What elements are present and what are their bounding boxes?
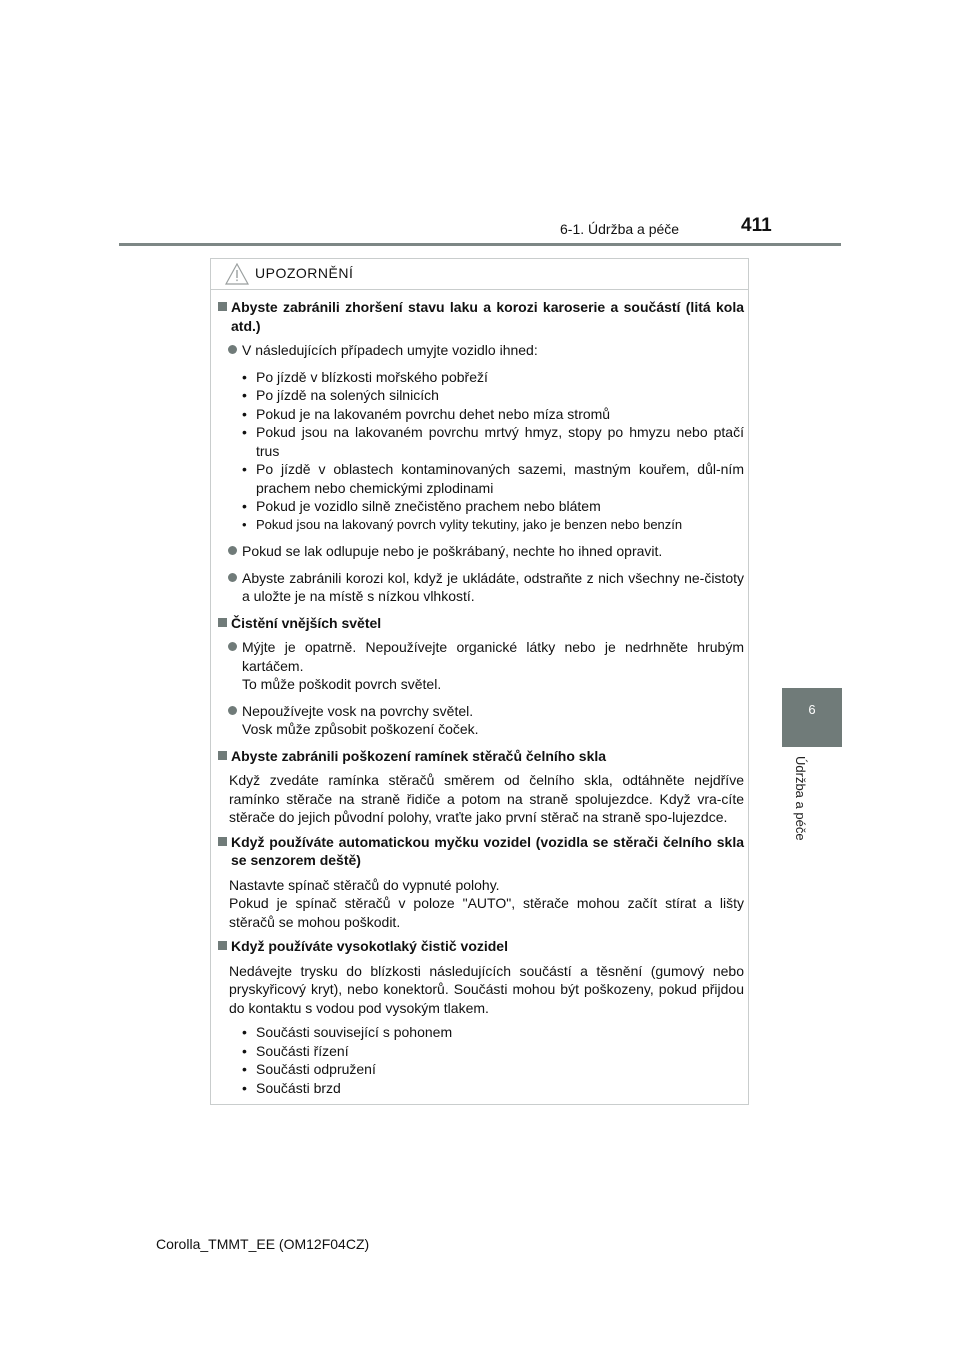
bullet-item xyxy=(218,341,744,360)
sub-list xyxy=(242,368,744,535)
chapter-tab-label: Údržba a péče xyxy=(793,756,808,841)
list-item: • Po jízdě v blízkosti mořského pobřeží xyxy=(242,368,744,387)
list-item: • Pokud jsou na lakovaném povrchu mrtvý hmyz, stopy po hmyzu nebo ptačí trus xyxy=(242,423,744,460)
list-item: • Pokud je vozidlo silně znečistěno prachem nebo blátem xyxy=(242,497,744,516)
list-item: • Po jízdě v oblastech kontaminovaných sazemi, mastným kouřem, důl-ním prachem nebo chemickými zplodinami xyxy=(242,460,744,497)
section-heading: Když používáte automatickou myčku vozidel (vozidla se stěrači čelního skla se senzorem deště) xyxy=(218,833,744,870)
bullet-text-continued: Vosk může způsobit poškození čoček. xyxy=(242,721,479,737)
bullet-dot-icon xyxy=(228,642,237,651)
section-heading: Abyste zabránili zhoršení stavu laku a korozi karoserie a součástí (litá kola atd.) xyxy=(218,298,744,335)
warning-triangle-icon xyxy=(225,263,249,285)
sub-list xyxy=(242,1023,744,1097)
bullet-text: V následujících případech umyjte vozidlo ihned: xyxy=(242,342,538,358)
bullet-dot-icon xyxy=(228,706,237,715)
bullet-text: Abyste zabránili korozi kol, když je ukládáte, odstraňte z nich všechny ne-čistoty a uložte je na místě s nízkou vlhkostí. xyxy=(242,569,744,604)
bullet-text: Nepoužívejte vosk na povrchy světel. xyxy=(242,702,474,719)
bullet-item xyxy=(218,638,744,694)
bullet-text-continued: To může poškodit povrch světel. xyxy=(242,676,442,692)
bullet-text: Mýjte je opatrně. Nepoužívejte organické látky nebo je nedrhněte hrubým kartáčem. xyxy=(242,639,744,674)
list-item: • Po jízdě na solených silnicích xyxy=(242,386,744,405)
section-heading: Když používáte vysokotlaký čistič vozidel xyxy=(218,937,744,956)
chapter-tab[interactable] xyxy=(782,688,842,747)
bullet-item xyxy=(218,542,744,561)
list-item: • Součásti řízení xyxy=(242,1042,744,1061)
bullet-item xyxy=(218,702,744,739)
bullet-dot-icon xyxy=(228,573,237,582)
header-section-title: 6-1. Údržba a péče xyxy=(560,221,680,237)
list-item: • Součásti odpružení xyxy=(242,1060,744,1079)
section-heading: Čistění vnějších světel xyxy=(218,614,744,633)
warning-header xyxy=(211,259,748,290)
paragraph: Když zvedáte ramínka stěračů směrem od čelního skla, odtáhněte nejdříve ramínko stěrače na straně řidiče a potom na straně spolujezdce. Když vra-cíte stěrače do jejich původní polohy, vraťte jako první stěrač na straně spo-lujezdce. xyxy=(229,772,744,825)
list-item: • Pokud je na lakovaném povrchu dehet nebo míza stromů xyxy=(242,405,744,424)
chapter-tab-number: 6 xyxy=(808,702,816,717)
page-number: 411 xyxy=(741,215,772,236)
paragraph: Nedávejte trysku do blízkosti následujících součástí a těsnění (gumový nebo pryskyřicový kryt), nebo konektorů. Součásti mohou být poškozeny, pokud přijdou do kontaktu s vodou pod vysokým tlakem. xyxy=(229,962,744,1016)
header-divider xyxy=(119,243,841,246)
footer-manual-code: Corolla_TMMT_EE (OM12F04CZ) xyxy=(156,1236,370,1252)
warning-content xyxy=(218,298,744,1105)
paragraph: Nastavte spínač stěračů do vypnuté polohy. xyxy=(229,876,500,893)
list-item: • Součásti související s pohonem xyxy=(242,1023,744,1042)
warning-title: UPOZORNĚNÍ xyxy=(255,265,354,281)
bullet-dot-icon xyxy=(228,345,237,354)
section-heading: Abyste zabránili poškození ramínek stěračů čelního skla xyxy=(218,747,744,766)
paragraph: Pokud je spínač stěračů v poloze "AUTO", stěrače mohou začít stírat a lišty stěračů se mohou poškodit. xyxy=(229,895,744,930)
bullet-item xyxy=(218,569,744,606)
list-item: • Součásti brzd xyxy=(242,1079,744,1098)
bullet-dot-icon xyxy=(228,546,237,555)
list-item: • Pokud jsou na lakovaný povrch vylity tekutiny, jako je benzen nebo benzín xyxy=(242,516,744,535)
bullet-text: Pokud se lak odlupuje nebo je poškrábaný, nechte ho ihned opravit. xyxy=(242,543,663,559)
